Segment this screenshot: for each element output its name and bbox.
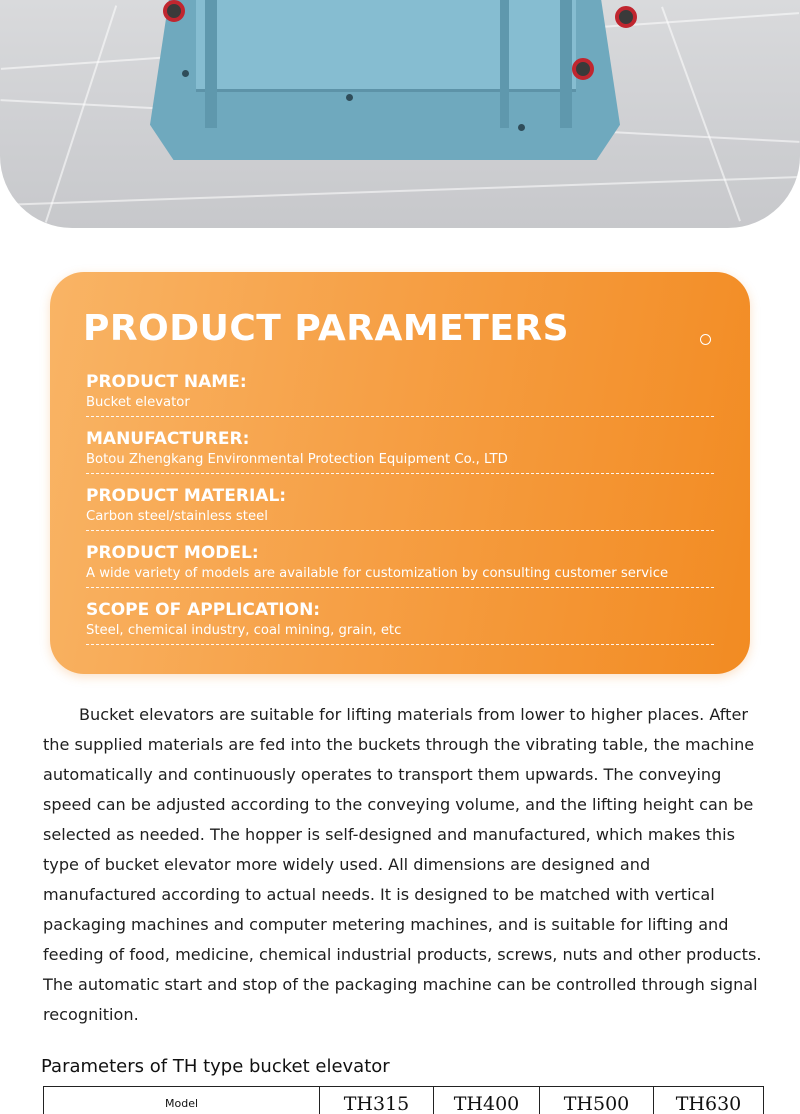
- table-model-cell: TH500: [540, 1087, 654, 1114]
- param-label: SCOPE OF APPLICATION:: [86, 600, 321, 620]
- table-model-cell: TH400: [434, 1087, 540, 1114]
- param-label: PRODUCT MODEL:: [86, 543, 259, 563]
- param-value: A wide variety of models are available for customization by consulting customer service: [86, 566, 669, 581]
- floor-tile-line: [45, 5, 117, 222]
- param-product-model: [86, 543, 714, 588]
- product-parameters-card: [50, 272, 750, 674]
- valve-handwheel-icon: [615, 6, 637, 28]
- floor-tile-line: [661, 7, 741, 222]
- param-value: Steel, chemical industry, coal mining, grain, etc: [86, 623, 402, 638]
- table-model-cell: TH315: [320, 1087, 434, 1114]
- machine-rib: [560, 0, 572, 128]
- bolt-hole: [346, 94, 353, 101]
- param-label: PRODUCT NAME:: [86, 372, 247, 392]
- param-value: Botou Zhengkang Environmental Protection Equipment Co., LTD: [86, 452, 508, 467]
- table-model-cell: TH630: [654, 1087, 764, 1114]
- valve-handwheel-icon: [572, 58, 594, 80]
- param-product-material: [86, 486, 714, 531]
- machine-rib: [500, 0, 509, 128]
- param-label: PRODUCT MATERIAL:: [86, 486, 287, 506]
- bolt-hole: [182, 70, 189, 77]
- card-title: PRODUCT PARAMETERS: [83, 308, 570, 349]
- valve-handwheel-icon: [163, 0, 185, 22]
- param-product-name: [86, 372, 714, 417]
- circle-dot-icon: [700, 334, 711, 345]
- param-value: Carbon steel/stainless steel: [86, 509, 268, 524]
- param-scope-of-application: [86, 600, 714, 645]
- machine-rib: [205, 0, 217, 128]
- product-description: Bucket elevators are suitable for lifting materials from lower to higher places. After the supplied materials are fed into the buckets through the vibrating table, the machine automatically and continuously operates to transport them upwards. The conveying speed can be adjusted according to the conveying volume, and the lifting height can be selected as needed. The hopper is self-designed and manufactured, which makes this type of bucket elevator more widely used. All dimensions are designed and manufactured according to actual needs. It is designed to be matched with vertical packaging machines and computer metering machines, and is suitable for lifting and feeding of food, medicine, chemical industrial products, screws, nuts and other products. The automatic start and stop of the packaging machine can be controlled through signal recognition.: [43, 705, 762, 1024]
- param-manufacturer: [86, 429, 714, 474]
- spec-table: [43, 1086, 764, 1114]
- bolt-hole: [518, 124, 525, 131]
- table-header-cell: Model: [44, 1087, 320, 1114]
- table-row: [44, 1087, 764, 1114]
- product-photo: [0, 0, 800, 228]
- floor-tile-line: [0, 176, 800, 206]
- param-label: MANUFACTURER:: [86, 429, 250, 449]
- param-value: Bucket elevator: [86, 395, 190, 410]
- table-title: Parameters of TH type bucket elevator: [41, 1056, 390, 1077]
- machine-housing: [196, 0, 576, 92]
